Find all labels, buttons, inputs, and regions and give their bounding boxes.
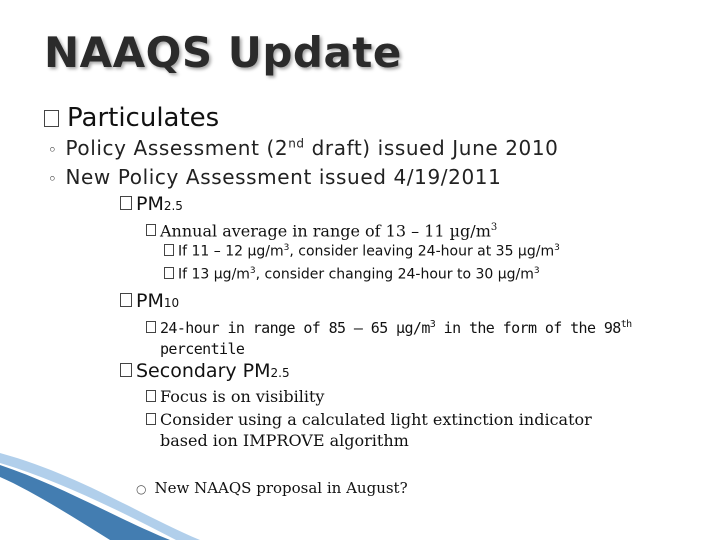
checkbox-bullet-icon [120, 293, 132, 307]
bullet-new-policy-assessment: ◦ New Policy Assessment issued 4/19/2011 [48, 165, 502, 189]
ring-bullet-icon: ◦ [48, 141, 58, 159]
pm25-heading: PM 2.5 [120, 193, 183, 215]
checkbox-bullet-icon [146, 224, 156, 236]
checkbox-bullet-icon [146, 321, 156, 333]
pm10-heading: PM 10 [120, 290, 179, 312]
bullet-naaqs-proposal: ○ New NAAQS proposal in August? [136, 479, 408, 497]
checkbox-bullet-icon [146, 413, 156, 425]
secondary-light-extinction-line2: based ion IMPROVE algorithm [160, 431, 409, 450]
pm25-sub-item-2: If 13 $\mu g/m^3$, consider changing 24-hour to 30 $\mu g/m^3$ [164, 266, 540, 283]
secondary-focus-visibility: Focus is on visibility [146, 386, 324, 407]
heading-text: Particulates [67, 103, 220, 133]
checkbox-bullet-icon [120, 196, 132, 210]
pm10-24hour-range: 24-hour in range of 85 – 65 $\mu g/m^3$ in the form of the 98th percentile [146, 314, 632, 360]
ring-bullet-icon: ◦ [48, 170, 58, 188]
checkbox-bullet-icon [164, 244, 174, 256]
checkbox-bullet-icon [164, 267, 174, 279]
checkbox-bullet-icon [146, 390, 156, 402]
slide-title: NAAQS Update [44, 28, 402, 77]
heading-particulates [44, 103, 219, 133]
checkbox-bullet-icon [44, 110, 59, 127]
checkbox-bullet-icon [120, 363, 132, 377]
pm10-24hour-range-line2: percentile [160, 340, 245, 358]
pm25-annual-average: Annual average in range of 13 – 11 $\mu g/m^3$ [146, 217, 497, 241]
secondary-pm25-heading: Secondary PM 2.5 [120, 360, 290, 382]
secondary-light-extinction: Consider using a calculated light extinction indicator based ion IMPROVE algorithm [146, 409, 592, 451]
bullet-policy-assessment: ◦ Policy Assessment (2nd draft) issued June 2010 [48, 136, 559, 160]
ring-bullet-icon: ○ [136, 482, 147, 496]
pm25-sub-item-1: If 11 – 12 $\mu g/m^3$, consider leaving 24-hour at 35 $\mu g/m^3$ [164, 243, 560, 260]
